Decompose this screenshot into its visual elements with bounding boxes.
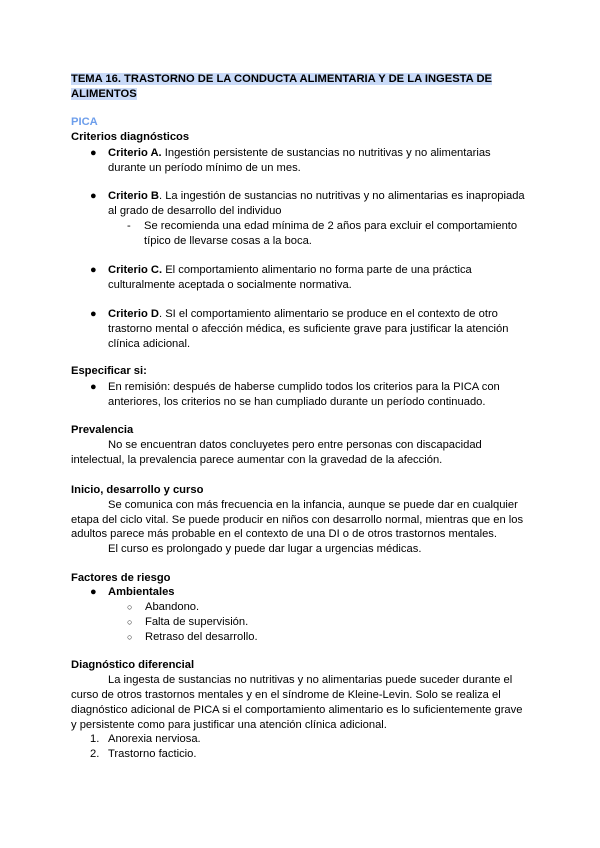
- criterio-c-line-1: Criterio C. El comportamiento alimentario no forma parte de una práctica: [108, 264, 472, 276]
- diagnostico-line-1: La ingesta de sustancias no nutritivas y no alimentarias puede suceder durante el: [108, 674, 513, 686]
- section-heading-pica: PICA: [71, 116, 98, 128]
- bullet-icon: ●: [90, 586, 97, 598]
- diagnostico-line-4: y persistente como para justificar una atención clínica adicional.: [71, 719, 387, 731]
- inicio-heading: Inicio, desarrollo y curso: [71, 484, 204, 496]
- diagnostico-line-2: curso de otros trastornos mentales y en el síndrome de Kleine-Levin. Solo se realiza el: [71, 689, 501, 701]
- document-title: [71, 72, 492, 102]
- criterio-d-line-3: clínica adicional.: [108, 338, 191, 350]
- inicio-line-4: El curso es prolongado y puede dar lugar a urgencias médicas.: [108, 543, 422, 555]
- dash-icon: -: [127, 220, 131, 232]
- inicio-line-3: adultos parece más probable en el contexto de una DI o de otros trastornos mentales.: [71, 528, 497, 540]
- circle-bullet-icon: ○: [127, 617, 133, 627]
- criterio-c-line-2: culturalmente aceptada o socialmente normativa.: [108, 279, 352, 291]
- bullet-icon: ●: [90, 147, 97, 159]
- diagnostico-heading: Diagnóstico diferencial: [71, 659, 195, 671]
- prevalencia-line-1: No se encuentran datos concluyetes pero entre personas con discapacidad: [108, 439, 482, 451]
- criterio-a-line-1: Criterio A. Ingestión persistente de sustancias no nutritivas y no alimentarias: [108, 147, 491, 159]
- factores-item: Abandono.: [145, 601, 200, 613]
- especificar-line-2: anteriores, los criterios no se han cumpliado durante un período continuado.: [108, 396, 486, 408]
- criterio-a-line-2: durante un período mínimo de un mes.: [108, 162, 301, 174]
- criterio-b-line-2: al grado de desarrollo del individuo: [108, 205, 282, 217]
- title-line-2: ALIMENTOS: [71, 88, 137, 100]
- prevalencia-heading: Prevalencia: [71, 424, 134, 436]
- criterio-d-line-1: Criterio D. SI el comportamiento alimentario se produce en el contexto de otro: [108, 308, 498, 320]
- list-item: Anorexia nerviosa.: [108, 733, 201, 745]
- circle-bullet-icon: ○: [127, 632, 133, 642]
- criterio-b-sub-line-1: Se recomienda una edad mínima de 2 años para excluir el comportamiento: [144, 220, 518, 232]
- diagnostico-line-3: diagnóstico adicional de PICA si el comportamiento alimentario es lo suficientemente grave: [71, 704, 523, 716]
- inicio-line-2: etapa del ciclo vital. Se puede producir en niños con desarrollo normal, mientras que en los: [71, 514, 524, 526]
- criterio-b-line-1: Criterio B. La ingestión de sustancias no nutritivas y no alimentarias es inapropiada: [108, 190, 525, 202]
- bullet-icon: ●: [90, 381, 97, 393]
- factores-item: Retraso del desarrollo.: [145, 631, 258, 643]
- especificar-heading: Especificar si:: [71, 365, 147, 377]
- bullet-icon: ●: [90, 190, 97, 202]
- bullet-icon: ●: [90, 264, 97, 276]
- criterio-d-line-2: trastorno mental o afección médica, es suficiente grave para justificar la atención: [108, 323, 509, 335]
- factores-item: Falta de supervisión.: [145, 616, 249, 628]
- prevalencia-line-2: intelectual, la prevalencia parece aumentar con la gravedad de la afección.: [71, 454, 443, 466]
- list-item: Trastorno facticio.: [108, 748, 197, 760]
- list-number: 1.: [90, 733, 100, 745]
- circle-bullet-icon: ○: [127, 602, 133, 612]
- title-line-1: TEMA 16. TRASTORNO DE LA CONDUCTA ALIMENTARIA Y DE LA INGESTA DE: [71, 73, 492, 85]
- especificar-line-1: En remisión: después de haberse cumplido todos los criterios para la PICA con: [108, 381, 500, 393]
- inicio-line-1: Se comunica con más frecuencia en la infancia, aunque se puede dar en cualquier: [108, 499, 518, 511]
- criterio-b-sub-line-2: típico de llevarse cosas a la boca.: [144, 235, 312, 247]
- list-number: 2.: [90, 748, 100, 760]
- criterios-heading: Criterios diagnósticos: [71, 131, 190, 143]
- factores-heading: Factores de riesgo: [71, 572, 171, 584]
- factores-group: Ambientales: [108, 586, 175, 598]
- bullet-icon: ●: [90, 308, 97, 320]
